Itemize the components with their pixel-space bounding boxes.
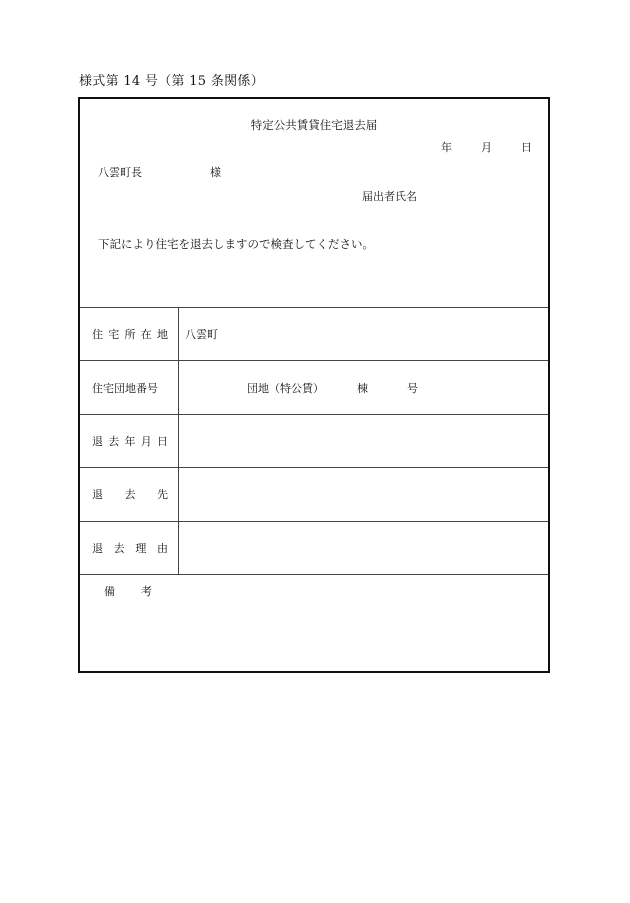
estate-number-field[interactable] (179, 361, 548, 413)
form-number: 様式第 14 号（第 15 条関係） (79, 74, 265, 89)
form-title: 特定公共賃貸住宅退去届 (250, 118, 378, 132)
destination-label: 退 去 先 (80, 468, 179, 520)
date-year-label: 年 (441, 141, 452, 154)
estate-label: 団地（特公賃） (247, 381, 324, 395)
addressee (98, 164, 221, 180)
move-out-date-label: 退 去 年 月 日 (80, 415, 179, 467)
request-statement: 下記により住宅を退去しますので検査してください。 (98, 237, 374, 251)
remarks-label: 備 考 (104, 584, 152, 598)
applicant-name-label: 届出者氏名 (362, 190, 417, 203)
remarks-section[interactable] (80, 575, 548, 679)
table-row-destination (80, 468, 548, 521)
reason-label: 退 去 理 由 (80, 522, 179, 574)
address-label: 住 宅 所 在 地 (80, 308, 179, 360)
date-day-label: 日 (521, 141, 532, 154)
form-header-section (80, 99, 548, 308)
table-row-move-out-date (80, 415, 548, 468)
move-out-date-field[interactable] (179, 415, 548, 467)
addressee-honorific: 様 (210, 166, 221, 179)
estate-number-label: 住宅団地番号 (80, 361, 179, 413)
addressee-name: 八雲町長 (98, 166, 142, 179)
destination-field[interactable] (179, 468, 548, 520)
address-value: 八雲町 (185, 328, 218, 342)
move-out-form (78, 97, 550, 673)
reason-field[interactable] (179, 522, 548, 574)
unit-label: 号 (407, 381, 418, 395)
table-row-address (80, 308, 548, 361)
address-value-field[interactable] (179, 308, 548, 360)
building-label: 棟 (357, 381, 368, 395)
date-month-label: 月 (481, 141, 492, 154)
date-line (441, 139, 532, 155)
table-row-reason (80, 522, 548, 575)
table-row-estate-number (80, 361, 548, 414)
